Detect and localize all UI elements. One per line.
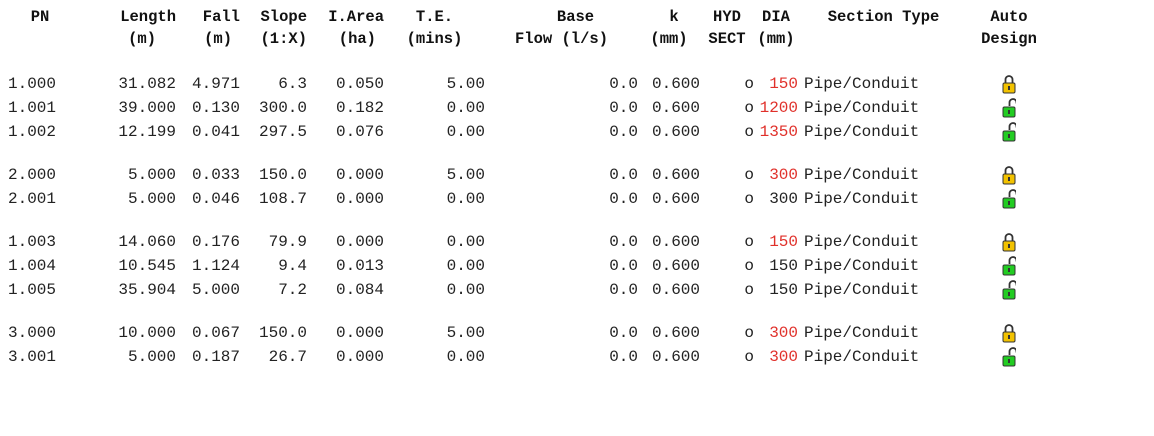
auto-design-cell[interactable] — [969, 96, 1049, 120]
diameter-cell[interactable]: 150 — [769, 233, 798, 251]
length-cell[interactable]: 10.000 — [118, 324, 176, 342]
slope-cell[interactable]: 6.3 — [278, 75, 307, 93]
padlock-unlocked-icon[interactable] — [1002, 122, 1016, 142]
padlock-unlocked-icon[interactable] — [1002, 347, 1016, 367]
impermeable-area-cell[interactable]: 0.000 — [335, 233, 384, 251]
group-spacer — [0, 144, 1049, 163]
roughness-cell[interactable]: 0.600 — [651, 281, 700, 299]
impermeable-area-cell[interactable]: 0.013 — [335, 257, 384, 275]
pipe-number-cell[interactable]: 1.001 — [8, 99, 57, 117]
roughness-cell[interactable]: 0.600 — [651, 233, 700, 251]
header-dia: DIA (mm) — [757, 8, 795, 48]
hyd-sect-cell[interactable]: o — [744, 99, 754, 117]
table-row[interactable] — [0, 230, 1049, 254]
group-spacer — [0, 211, 1049, 230]
padlock-unlocked-icon[interactable] — [1002, 189, 1016, 209]
base-flow-cell[interactable]: 0.0 — [609, 281, 638, 299]
slope-cell[interactable]: 7.2 — [278, 281, 307, 299]
pipe-number-cell[interactable]: 1.004 — [8, 257, 57, 275]
base-flow-cell[interactable]: 0.0 — [609, 190, 638, 208]
auto-design-cell[interactable] — [969, 230, 1049, 254]
hyd-sect-cell[interactable]: o — [744, 257, 754, 275]
table-row[interactable] — [0, 278, 1049, 302]
padlock-locked-icon[interactable] — [1002, 323, 1016, 343]
table-row[interactable] — [0, 345, 1049, 369]
section-type-cell[interactable]: Pipe/Conduit — [804, 190, 920, 208]
padlock-locked-icon[interactable] — [1002, 232, 1016, 252]
time-of-entry-cell[interactable]: 0.00 — [446, 348, 485, 366]
header-hyd-sect: HYD SECT — [708, 8, 746, 48]
hyd-sect-cell[interactable]: o — [744, 281, 754, 299]
fall-cell[interactable]: 5.000 — [191, 281, 240, 299]
header-te: T.E. (mins) — [406, 8, 463, 48]
table-row[interactable] — [0, 120, 1049, 144]
pipe-number-cell[interactable]: 1.002 — [8, 123, 57, 141]
roughness-cell[interactable]: 0.600 — [651, 190, 700, 208]
slope-cell[interactable]: 150.0 — [258, 166, 307, 184]
auto-design-cell[interactable] — [969, 345, 1049, 369]
time-of-entry-cell[interactable]: 0.00 — [446, 257, 485, 275]
roughness-cell[interactable]: 0.600 — [651, 166, 700, 184]
fall-cell[interactable]: 0.176 — [191, 233, 240, 251]
diameter-cell[interactable]: 300 — [769, 348, 798, 366]
length-cell[interactable]: 5.000 — [127, 348, 176, 366]
header-k: k (mm) — [650, 8, 688, 48]
base-flow-cell[interactable]: 0.0 — [609, 324, 638, 342]
header-spacer — [0, 50, 1049, 72]
roughness-cell[interactable]: 0.600 — [651, 348, 700, 366]
diameter-cell[interactable]: 300 — [769, 190, 798, 208]
fall-cell[interactable]: 0.041 — [191, 123, 240, 141]
padlock-unlocked-icon[interactable] — [1002, 280, 1016, 300]
fall-cell[interactable]: 0.033 — [191, 166, 240, 184]
table-row[interactable] — [0, 254, 1049, 278]
header-length: Length (m) — [120, 8, 176, 48]
table-row[interactable] — [0, 96, 1049, 120]
fall-cell[interactable]: 0.046 — [191, 190, 240, 208]
impermeable-area-cell[interactable]: 0.076 — [335, 123, 384, 141]
length-cell[interactable]: 14.060 — [118, 233, 176, 251]
hyd-sect-cell[interactable]: o — [744, 123, 754, 141]
slope-cell[interactable]: 26.7 — [268, 348, 307, 366]
auto-design-cell[interactable] — [969, 163, 1049, 187]
fall-cell[interactable]: 0.187 — [191, 348, 240, 366]
padlock-unlocked-icon[interactable] — [1002, 98, 1016, 118]
slope-cell[interactable]: 9.4 — [278, 257, 307, 275]
time-of-entry-cell[interactable]: 0.00 — [446, 99, 485, 117]
auto-design-cell[interactable] — [969, 120, 1049, 144]
base-flow-cell[interactable]: 0.0 — [609, 99, 638, 117]
fall-cell[interactable]: 1.124 — [191, 257, 240, 275]
section-type-cell[interactable]: Pipe/Conduit — [804, 99, 920, 117]
diameter-cell[interactable]: 1350 — [759, 123, 798, 141]
time-of-entry-cell[interactable]: 5.00 — [446, 166, 485, 184]
hyd-sect-cell[interactable]: o — [744, 166, 754, 184]
hyd-sect-cell[interactable]: o — [744, 348, 754, 366]
hyd-sect-cell[interactable]: o — [744, 233, 754, 251]
diameter-cell[interactable]: 150 — [769, 281, 798, 299]
section-type-cell[interactable]: Pipe/Conduit — [804, 123, 920, 141]
fall-cell[interactable]: 0.130 — [191, 99, 240, 117]
roughness-cell[interactable]: 0.600 — [651, 257, 700, 275]
group-spacer — [0, 302, 1049, 321]
length-cell[interactable]: 35.904 — [118, 281, 176, 299]
length-cell[interactable]: 12.199 — [118, 123, 176, 141]
base-flow-cell[interactable]: 0.0 — [609, 123, 638, 141]
section-type-cell[interactable]: Pipe/Conduit — [804, 233, 920, 251]
roughness-cell[interactable]: 0.600 — [651, 75, 700, 93]
base-flow-cell[interactable]: 0.0 — [609, 75, 638, 93]
hyd-sect-cell[interactable]: o — [744, 190, 754, 208]
roughness-cell[interactable]: 0.600 — [651, 123, 700, 141]
pipe-number-cell[interactable]: 2.001 — [8, 190, 57, 208]
diameter-cell[interactable]: 150 — [769, 75, 798, 93]
header-base-flow: Base Flow (l/s) — [514, 8, 608, 48]
pipe-number-cell[interactable]: 1.003 — [8, 233, 57, 251]
section-type-cell[interactable]: Pipe/Conduit — [804, 281, 920, 299]
pipe-network-table — [0, 6, 1049, 369]
header-iarea: I.Area (ha) — [328, 8, 384, 48]
section-type-cell[interactable]: Pipe/Conduit — [804, 257, 920, 275]
pipe-number-cell[interactable]: 3.001 — [8, 348, 57, 366]
padlock-unlocked-icon[interactable] — [1002, 256, 1016, 276]
header-fall: Fall (m) — [202, 8, 240, 48]
length-cell[interactable]: 39.000 — [118, 99, 176, 117]
diameter-cell[interactable]: 300 — [769, 166, 798, 184]
impermeable-area-cell[interactable]: 0.000 — [335, 190, 384, 208]
auto-design-cell[interactable] — [969, 254, 1049, 278]
time-of-entry-cell[interactable]: 0.00 — [446, 281, 485, 299]
length-cell[interactable]: 5.000 — [127, 166, 176, 184]
fall-cell[interactable]: 4.971 — [191, 75, 240, 93]
fall-cell[interactable]: 0.067 — [191, 324, 240, 342]
table-row[interactable] — [0, 72, 1049, 96]
base-flow-cell[interactable]: 0.0 — [609, 348, 638, 366]
header-slope: Slope (1:X) — [260, 8, 307, 48]
slope-cell[interactable]: 150.0 — [258, 324, 307, 342]
diameter-cell[interactable]: 150 — [769, 257, 798, 275]
table-row[interactable] — [0, 321, 1049, 345]
roughness-cell[interactable]: 0.600 — [651, 99, 700, 117]
auto-design-cell[interactable] — [969, 72, 1049, 96]
time-of-entry-cell[interactable]: 5.00 — [446, 324, 485, 342]
section-type-cell[interactable]: Pipe/Conduit — [804, 75, 920, 93]
roughness-cell[interactable]: 0.600 — [651, 324, 700, 342]
length-cell[interactable]: 10.545 — [118, 257, 176, 275]
header-section-type: Section Type — [827, 8, 940, 26]
time-of-entry-cell[interactable]: 0.00 — [446, 123, 485, 141]
impermeable-area-cell[interactable]: 0.000 — [335, 348, 384, 366]
pipe-number-cell[interactable]: 2.000 — [8, 166, 57, 184]
time-of-entry-cell[interactable]: 0.00 — [446, 233, 485, 251]
length-cell[interactable]: 31.082 — [118, 75, 176, 93]
time-of-entry-cell[interactable]: 5.00 — [446, 75, 485, 93]
slope-cell[interactable]: 300.0 — [258, 99, 307, 117]
pipe-number-cell[interactable]: 3.000 — [8, 324, 57, 342]
hyd-sect-cell[interactable]: o — [744, 75, 754, 93]
slope-cell[interactable]: 79.9 — [268, 233, 307, 251]
impermeable-area-cell[interactable]: 0.000 — [335, 166, 384, 184]
impermeable-area-cell[interactable]: 0.000 — [335, 324, 384, 342]
padlock-locked-icon[interactable] — [1002, 74, 1016, 94]
impermeable-area-cell[interactable]: 0.084 — [335, 281, 384, 299]
auto-design-cell[interactable] — [969, 278, 1049, 302]
base-flow-cell[interactable]: 0.0 — [609, 166, 638, 184]
table-row[interactable] — [0, 163, 1049, 187]
header-pn: PN — [30, 8, 50, 26]
diameter-cell[interactable]: 1200 — [759, 99, 798, 117]
section-type-cell[interactable]: Pipe/Conduit — [804, 166, 920, 184]
base-flow-cell[interactable]: 0.0 — [609, 233, 638, 251]
padlock-locked-icon[interactable] — [1002, 165, 1016, 185]
length-cell[interactable]: 5.000 — [127, 190, 176, 208]
base-flow-cell[interactable]: 0.0 — [609, 257, 638, 275]
slope-cell[interactable]: 297.5 — [258, 123, 307, 141]
impermeable-area-cell[interactable]: 0.050 — [335, 75, 384, 93]
auto-design-cell[interactable] — [969, 321, 1049, 345]
auto-design-cell[interactable] — [969, 187, 1049, 211]
pipe-number-cell[interactable]: 1.000 — [8, 75, 57, 93]
pipe-number-cell[interactable]: 1.005 — [8, 281, 57, 299]
time-of-entry-cell[interactable]: 0.00 — [446, 190, 485, 208]
impermeable-area-cell[interactable]: 0.182 — [335, 99, 384, 117]
table-row[interactable] — [0, 187, 1049, 211]
section-type-cell[interactable]: Pipe/Conduit — [804, 348, 920, 366]
header-auto-design: Auto Design — [981, 8, 1037, 48]
section-type-cell[interactable]: Pipe/Conduit — [804, 324, 920, 342]
diameter-cell[interactable]: 300 — [769, 324, 798, 342]
header-row — [0, 6, 1049, 50]
hyd-sect-cell[interactable]: o — [744, 324, 754, 342]
slope-cell[interactable]: 108.7 — [258, 190, 307, 208]
